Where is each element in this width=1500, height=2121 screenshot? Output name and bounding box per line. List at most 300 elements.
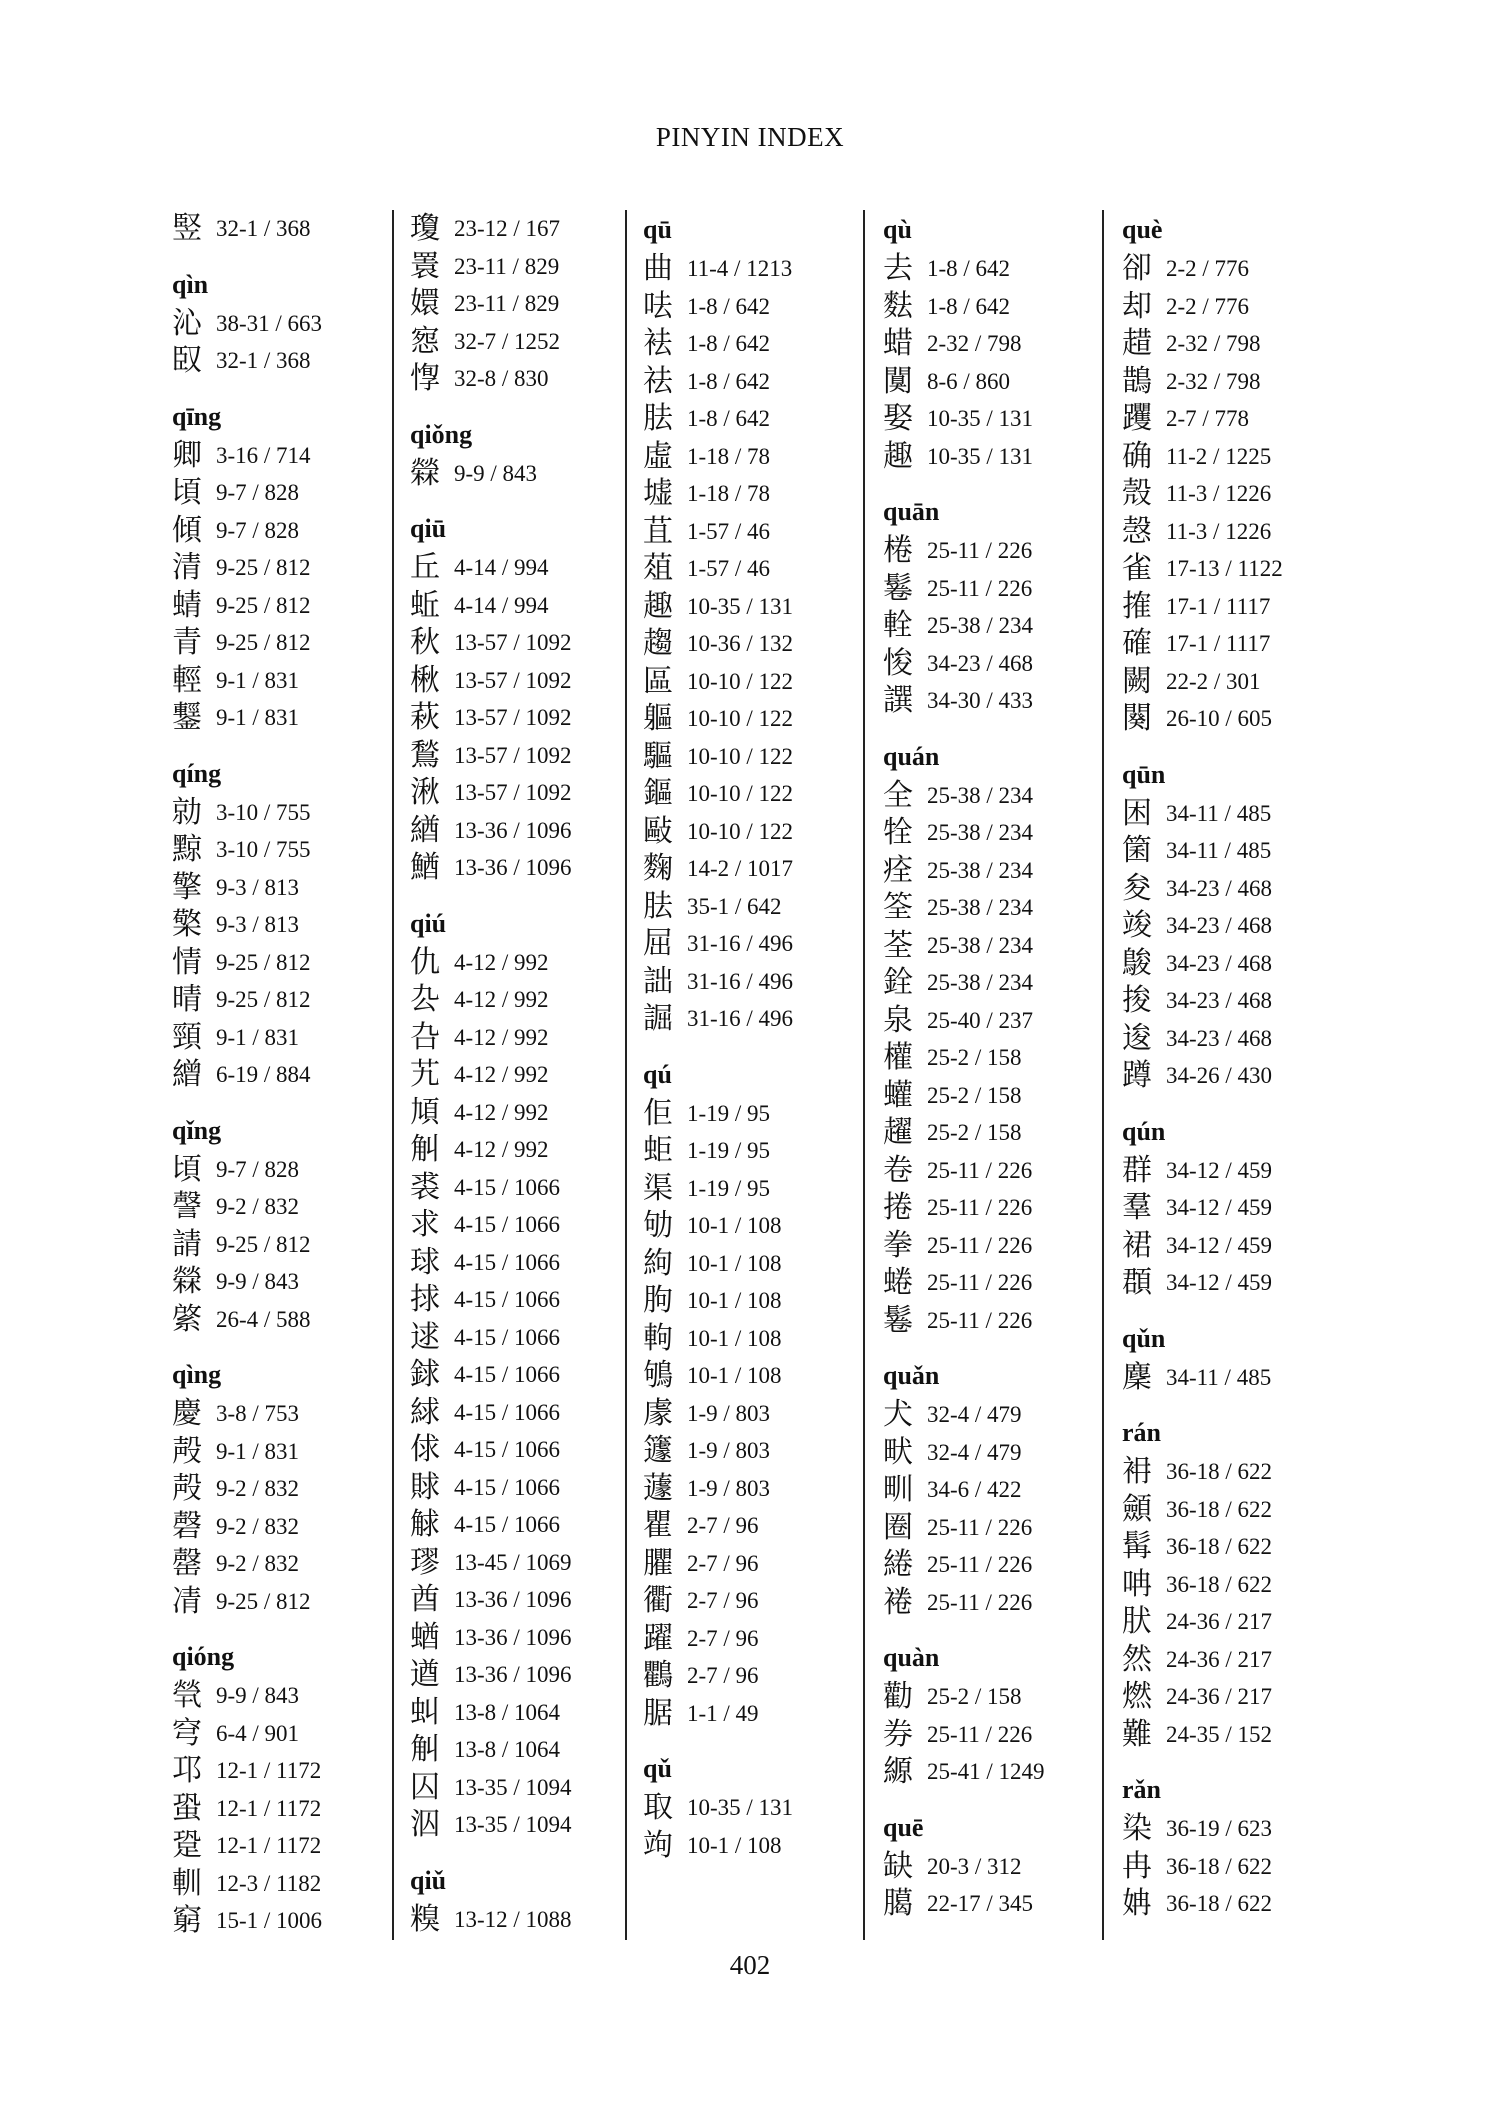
entry-character: 姌 [1122, 1886, 1152, 1921]
index-entry [1122, 550, 1349, 588]
index-entry [410, 1694, 626, 1732]
entry-character: 軀 [643, 701, 673, 736]
entry-character: 捲 [883, 1190, 913, 1225]
entry-reference: 10-35 / 131 [927, 443, 1034, 469]
entry-reference: 9-9 / 843 [216, 1683, 300, 1708]
entry-reference: 2-7 / 96 [687, 1663, 759, 1688]
index-entry [643, 738, 859, 776]
entry-character: 趣 [883, 438, 913, 474]
entry-reference: 25-11 / 226 [927, 1589, 1033, 1615]
index-entry [1122, 588, 1349, 626]
pinyin-heading: qún [1122, 1116, 1166, 1146]
entry-character: 殸 [172, 1471, 202, 1506]
index-entry [643, 475, 859, 513]
pinyin-heading: qiǔ [410, 1865, 447, 1895]
entry-character: 煢 [172, 1678, 202, 1713]
index-entry [410, 1469, 626, 1507]
index-entry [643, 1432, 859, 1470]
entry-reference: 1-18 / 78 [687, 443, 771, 469]
index-entry [643, 813, 859, 851]
index-entry [410, 1619, 626, 1657]
entry-character: 籧 [643, 1433, 673, 1468]
entry-reference: 25-40 / 237 [927, 1007, 1034, 1033]
entry-character: 請 [172, 1226, 202, 1262]
entry-reference: 1-8 / 642 [687, 331, 771, 356]
entry-character: 擎 [172, 869, 202, 905]
entry-reference: 9-2 / 832 [216, 1513, 300, 1539]
entry-reference: 31-16 / 496 [687, 1006, 794, 1031]
entry-character: 繒 [172, 1057, 202, 1092]
index-entry [1122, 438, 1349, 476]
entry-character: 冉 [1122, 1848, 1152, 1884]
entry-character: 鬈 [883, 570, 913, 606]
entry-character: 沁 [172, 305, 202, 341]
index-entry [410, 1806, 626, 1844]
index-entry [643, 250, 859, 288]
index-entry [410, 323, 626, 361]
entry-character: 鏂 [643, 776, 673, 811]
entry-reference: 36-18 / 622 [1166, 1853, 1273, 1879]
index-entry [883, 1509, 1097, 1547]
entry-reference: 3-10 / 755 [216, 837, 311, 862]
index-entry [1122, 1227, 1349, 1265]
entry-reference: 4-15 / 1066 [454, 1437, 561, 1462]
entry-character: 娶 [883, 401, 913, 436]
entry-reference: 10-10 / 122 [687, 781, 794, 806]
index-entry [643, 588, 859, 626]
index-entry [883, 1753, 1097, 1791]
entry-reference: 32-8 / 830 [454, 366, 549, 391]
entry-reference: 10-1 / 108 [687, 1213, 782, 1238]
entry-reference: 25-11 / 226 [927, 1195, 1033, 1220]
entry-character: 圈 [883, 1509, 913, 1545]
index-entry [410, 1731, 626, 1769]
entry-reference: 13-36 / 1096 [454, 1587, 572, 1612]
entry-character: 頵 [1122, 1265, 1152, 1300]
entry-reference: 36-19 / 623 [1166, 1816, 1273, 1841]
index-column-2 [392, 210, 626, 1940]
index-entry [883, 1189, 1097, 1227]
entry-reference: 9-1 / 831 [216, 1438, 300, 1464]
entry-reference: 9-7 / 828 [216, 1156, 300, 1182]
entry-character: 捄 [410, 1282, 440, 1317]
index-entry [1122, 1264, 1349, 1302]
entry-reference: 10-10 / 122 [687, 818, 794, 844]
entry-reference: 36-18 / 622 [1166, 1891, 1273, 1916]
entry-reference: 32-7 / 1252 [454, 328, 561, 354]
entry-reference: 34-12 / 459 [1166, 1195, 1273, 1220]
index-entry [643, 1170, 859, 1208]
entry-reference: 13-45 / 1069 [454, 1549, 572, 1575]
entry-character: 竘 [643, 1827, 673, 1863]
entry-reference: 1-8 / 642 [687, 406, 771, 431]
index-entry [172, 1395, 404, 1433]
index-entry [172, 1790, 404, 1828]
entry-reference: 9-7 / 828 [216, 517, 300, 543]
index-entry [883, 1885, 1097, 1923]
entry-character: 絿 [410, 1394, 440, 1430]
entry-character: 却 [1122, 288, 1152, 324]
entry-character: 去 [883, 251, 913, 286]
index-entry [643, 1695, 859, 1733]
entry-character: 拳 [883, 1227, 913, 1263]
index-column-1 [172, 210, 404, 1940]
index-entry [883, 288, 1097, 326]
entry-reference: 34-12 / 459 [1166, 1232, 1273, 1258]
index-entry [1122, 870, 1349, 908]
pinyin-heading: qìn [172, 269, 209, 299]
index-entry [643, 1789, 859, 1827]
entry-character: 趣 [643, 588, 673, 624]
entry-character: 夋 [1122, 870, 1152, 906]
index-entry [172, 587, 404, 625]
entry-character: 鴝 [643, 1358, 673, 1393]
index-entry [883, 438, 1097, 476]
index-entry [883, 777, 1097, 815]
entry-character: 曲 [643, 251, 673, 286]
entry-character: 泅 [410, 1807, 440, 1842]
index-entry [172, 981, 404, 1019]
index-entry [883, 1227, 1097, 1265]
index-entry [172, 1226, 404, 1264]
entry-character: 䡅 [172, 1865, 202, 1901]
entry-character: 取 [643, 1790, 673, 1825]
entry-reference: 36-18 / 622 [1166, 1459, 1273, 1484]
entry-character: 綮 [172, 1301, 202, 1337]
entry-reference: 13-57 / 1092 [454, 742, 572, 768]
entry-character: 呿 [643, 288, 673, 324]
entry-reference: 25-11 / 226 [927, 1232, 1033, 1258]
entry-reference: 4-12 / 992 [454, 1099, 549, 1125]
entry-reference: 24-36 / 217 [1166, 1609, 1273, 1634]
entry-character: 頃 [172, 475, 202, 510]
index-entry [172, 906, 404, 944]
entry-reference: 25-38 / 234 [927, 970, 1034, 995]
entry-reference: 11-3 / 1226 [1166, 481, 1272, 506]
index-entry [883, 814, 1097, 852]
entry-reference: 1-9 / 803 [687, 1400, 771, 1426]
index-entry [1122, 1603, 1349, 1641]
index-entry [410, 1506, 626, 1544]
pinyin-heading: qióng [172, 1642, 235, 1671]
entry-character: 縓 [883, 1754, 913, 1789]
entry-character: 晴 [172, 982, 202, 1017]
entry-character: 胠 [643, 401, 673, 436]
entry-reference: 34-23 / 468 [1166, 875, 1273, 901]
pinyin-heading: qù [883, 215, 912, 244]
index-entry [883, 889, 1097, 927]
entry-reference: 25-38 / 234 [927, 895, 1034, 920]
index-entry [1122, 663, 1349, 701]
entry-character: 傾 [172, 512, 202, 548]
entry-reference: 9-1 / 831 [216, 705, 300, 730]
entry-character: 軥 [643, 1320, 673, 1356]
entry-reference: 4-15 / 1066 [454, 1474, 561, 1500]
entry-character: 湫 [410, 775, 440, 810]
entry-character: 闃 [883, 363, 913, 399]
index-entry [172, 1583, 404, 1621]
index-entry [883, 1434, 1097, 1472]
entry-reference: 4-12 / 992 [454, 1024, 549, 1050]
entry-character: 俅 [410, 1432, 440, 1467]
index-entry [410, 360, 626, 398]
entry-character: 筌 [883, 890, 913, 925]
entry-reference: 24-35 / 152 [1166, 1721, 1273, 1747]
index-entry [1122, 288, 1349, 326]
entry-character: 敺 [643, 813, 673, 849]
entry-character: 丘 [410, 550, 440, 585]
entry-reference: 24-36 / 217 [1166, 1684, 1273, 1709]
index-entry [1122, 625, 1349, 663]
entry-character: 蚷 [643, 1133, 673, 1168]
index-entry [883, 1848, 1097, 1886]
index-entry [643, 1207, 859, 1245]
index-entry [643, 1000, 859, 1038]
index-entry [172, 1715, 404, 1753]
index-entry [172, 474, 404, 512]
entry-reference: 2-2 / 776 [1166, 256, 1250, 281]
entry-reference: 9-25 / 812 [216, 949, 311, 975]
entry-reference: 4-14 / 994 [454, 555, 549, 580]
entry-character: 棬 [883, 533, 913, 568]
entry-reference: 10-36 / 132 [687, 631, 794, 656]
entry-reference: 34-23 / 468 [1166, 988, 1273, 1013]
index-entry [172, 1056, 404, 1094]
entry-reference: 1-8 / 642 [687, 293, 771, 319]
entry-character: 酋 [410, 1582, 440, 1617]
entry-reference: 25-38 / 234 [927, 782, 1034, 808]
entry-reference: 1-19 / 95 [687, 1175, 771, 1201]
index-entry [172, 1263, 404, 1301]
entry-character: 雀 [1122, 551, 1152, 586]
index-entry [1122, 1152, 1349, 1190]
index-entry [643, 1620, 859, 1658]
entry-character: 搉 [1122, 588, 1152, 624]
entry-character: 肰 [1122, 1604, 1152, 1639]
entry-reference: 4-14 / 994 [454, 592, 549, 618]
entry-reference: 34-12 / 459 [1166, 1157, 1273, 1183]
entry-reference: 15-1 / 1006 [216, 1908, 323, 1933]
entry-reference: 10-10 / 122 [687, 668, 794, 694]
entry-reference: 1-9 / 803 [687, 1475, 771, 1501]
pinyin-heading: quǎn [883, 1361, 940, 1390]
entry-character: 鵲 [1122, 363, 1152, 399]
entry-character: 賕 [410, 1469, 440, 1505]
entry-reference: 34-23 / 468 [1166, 913, 1273, 938]
index-entry [410, 248, 626, 286]
entry-reference: 1-18 / 78 [687, 481, 771, 506]
entry-reference: 9-25 / 812 [216, 987, 311, 1012]
index-entry [172, 549, 404, 587]
entry-character: 鑋 [172, 700, 202, 735]
entry-character: 鶖 [410, 737, 440, 773]
entry-reference: 9-7 / 828 [216, 480, 300, 505]
entry-character: 缺 [883, 1848, 913, 1884]
index-entry [1122, 907, 1349, 945]
pinyin-heading: què [1122, 215, 1163, 244]
entry-reference: 20-3 / 312 [927, 1853, 1022, 1879]
entry-reference: 32-1 / 368 [216, 348, 311, 373]
entry-character: 邛 [172, 1753, 202, 1788]
entry-reference: 23-11 / 829 [454, 253, 560, 279]
index-entry [643, 925, 859, 963]
entry-reference: 32-1 / 368 [216, 216, 311, 241]
entry-reference: 9-25 / 812 [216, 1588, 311, 1614]
entry-reference: 25-2 / 158 [927, 1120, 1022, 1145]
index-entry [883, 570, 1097, 608]
index-entry [172, 1677, 404, 1715]
entry-reference: 2-32 / 798 [1166, 368, 1261, 394]
pinyin-heading: quàn [883, 1643, 940, 1672]
entry-character: 絇 [643, 1245, 673, 1281]
entry-reference: 4-15 / 1066 [454, 1249, 561, 1275]
entry-character: 畎 [883, 1434, 913, 1470]
index-entry [643, 1470, 859, 1508]
entry-reference: 17-1 / 1117 [1166, 631, 1271, 656]
entry-character: 劬 [643, 1208, 673, 1243]
index-entry [643, 550, 859, 588]
index-entry [172, 869, 404, 907]
index-entry [643, 700, 859, 738]
entry-reference: 4-15 / 1066 [454, 1362, 561, 1387]
index-entry [883, 1152, 1097, 1190]
entry-character: 燃 [1122, 1679, 1152, 1714]
entry-reference: 10-1 / 108 [687, 1363, 782, 1388]
index-entry [643, 363, 859, 401]
entry-character: 墟 [643, 476, 673, 511]
index-entry [883, 325, 1097, 363]
entry-character: 頸 [172, 1019, 202, 1055]
entry-character: 染 [1122, 1811, 1152, 1846]
index-entry [410, 662, 626, 700]
pinyin-heading: qū [643, 215, 672, 244]
entry-reference: 31-16 / 496 [687, 968, 794, 994]
index-entry [1122, 1453, 1349, 1491]
entry-character: 渠 [643, 1170, 673, 1206]
index-entry [1122, 1848, 1349, 1886]
pinyin-heading: qiū [410, 514, 447, 543]
entry-reference: 13-57 / 1092 [454, 705, 572, 730]
index-entry [172, 1301, 404, 1339]
entry-character: 觓 [410, 1732, 440, 1767]
index-entry [883, 1396, 1097, 1434]
index-entry [643, 1507, 859, 1545]
entry-reference: 17-1 / 1117 [1166, 593, 1271, 619]
entry-character: 觓 [410, 1132, 440, 1167]
entry-character: 遒 [410, 1657, 440, 1692]
entry-reference: 9-2 / 832 [216, 1551, 300, 1576]
index-entry [1122, 513, 1349, 551]
entry-character: 譔 [883, 683, 913, 718]
index-entry [643, 1132, 859, 1170]
entry-character: 悛 [883, 645, 913, 681]
entry-character: 瓊 [410, 211, 440, 246]
index-entry [1122, 475, 1349, 513]
entry-character: 蛩 [172, 1790, 202, 1826]
entry-reference: 4-12 / 992 [454, 949, 549, 975]
index-entry [172, 1433, 404, 1471]
index-entry [1122, 400, 1349, 438]
entry-character: 逡 [1122, 1020, 1152, 1056]
entry-reference: 36-18 / 622 [1166, 1571, 1273, 1597]
entry-character: 頄 [410, 1094, 440, 1130]
index-entry [172, 305, 404, 343]
index-entry [172, 624, 404, 662]
entry-character: 權 [883, 1040, 913, 1075]
index-entry [410, 455, 626, 493]
entry-reference: 1-57 / 46 [687, 518, 771, 544]
entry-character: 穹 [172, 1715, 202, 1751]
entry-character: 蜡 [883, 326, 913, 361]
entry-reference: 13-36 / 1096 [454, 855, 572, 880]
index-entry [410, 849, 626, 887]
entry-character: 蝤 [410, 1619, 440, 1655]
index-entry [410, 1581, 626, 1619]
index-entry [1122, 250, 1349, 288]
entry-character: 厹 [410, 982, 440, 1017]
entry-character: 闋 [1122, 701, 1152, 736]
entry-reference: 25-11 / 226 [927, 1307, 1033, 1333]
index-entry [1122, 1716, 1349, 1754]
entry-reference: 34-11 / 485 [1166, 1364, 1272, 1390]
index-entry [410, 737, 626, 775]
entry-reference: 9-2 / 832 [216, 1194, 300, 1219]
entry-reference: 10-1 / 108 [687, 1250, 782, 1276]
index-entry [410, 1656, 626, 1694]
entry-character: 愨 [1122, 513, 1152, 549]
entry-character: 趨 [643, 626, 673, 661]
index-entry [410, 1056, 626, 1094]
index-entry [410, 1356, 626, 1394]
index-entry [643, 1282, 859, 1320]
entry-reference: 13-12 / 1088 [454, 1906, 572, 1932]
index-entry [643, 438, 859, 476]
entry-character: 裙 [1122, 1227, 1152, 1263]
entry-reference: 11-2 / 1225 [1166, 443, 1272, 469]
entry-character: 蘧 [643, 1470, 673, 1506]
entry-reference: 9-9 / 843 [454, 460, 538, 486]
entry-character: 謦 [172, 1189, 202, 1224]
entry-reference: 1-8 / 642 [927, 293, 1011, 319]
index-entry [883, 363, 1097, 401]
index-entry [643, 1095, 859, 1133]
entry-reference: 25-2 / 158 [927, 1684, 1022, 1709]
entry-character: 區 [643, 663, 673, 699]
entry-reference: 9-1 / 831 [216, 667, 300, 693]
entry-reference: 22-2 / 301 [1166, 668, 1261, 694]
index-entry [643, 1582, 859, 1620]
index-entry [883, 1039, 1097, 1077]
entry-character: 檾 [410, 455, 440, 491]
entry-character: 麇 [1122, 1359, 1152, 1395]
index-entry [410, 1131, 626, 1169]
index-entry [172, 944, 404, 982]
pinyin-heading: qǐng [172, 1115, 222, 1145]
entry-reference: 13-57 / 1092 [454, 667, 572, 693]
entry-character: 胠 [643, 888, 673, 924]
index-entry [643, 775, 859, 813]
entry-character: 然 [1122, 1641, 1152, 1677]
entry-reference: 10-35 / 131 [687, 1795, 794, 1820]
index-entry [172, 794, 404, 832]
index-entry [643, 1357, 859, 1395]
index-entry [883, 532, 1097, 570]
entry-character: 确 [1122, 438, 1152, 474]
entry-character: 竪 [172, 211, 202, 246]
entry-character: 甽 [883, 1472, 913, 1507]
entry-character: 衢 [643, 1583, 673, 1618]
entry-reference: 3-16 / 714 [216, 442, 311, 468]
